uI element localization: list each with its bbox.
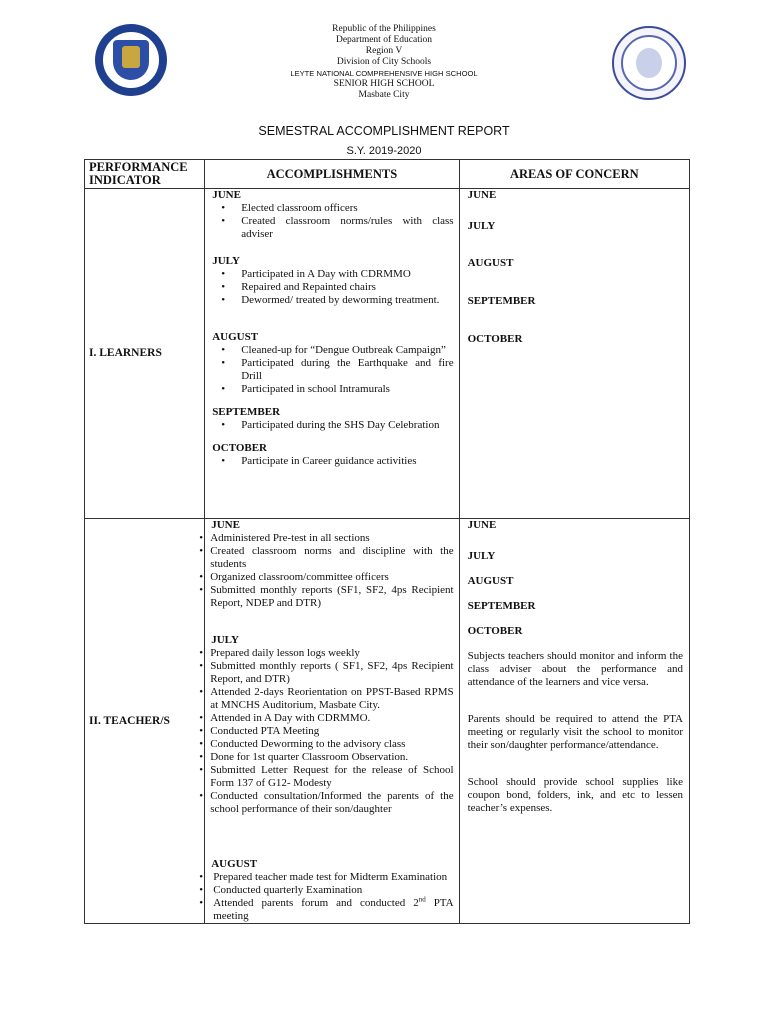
month-heading: JULY	[212, 255, 240, 267]
month-heading: JUNE	[467, 189, 497, 201]
table-header-row	[85, 160, 690, 189]
month-heading: AUGUST	[211, 858, 258, 870]
month-heading: OCTOBER	[467, 333, 523, 345]
list-item: • Prepared daily lesson logs weekly	[199, 647, 453, 660]
list-item: • Attended parents forum and conducted 2nd PTA meeting	[199, 897, 453, 923]
month-heading: SEPTEMBER	[467, 295, 536, 307]
list-item: • Repaired and Repainted chairs	[212, 281, 453, 294]
month-heading: JUNE	[212, 189, 241, 201]
header-line: Department of Education	[335, 35, 433, 45]
list-item: • Conducted PTA Meeting	[199, 725, 453, 738]
report-title: SEMESTRAL ACCOMPLISHMENT REPORT	[258, 124, 510, 138]
list-item: • Attended in A Day with CDRMMO.	[199, 712, 453, 725]
list-item: • Participated in A Day with CDRMMO	[212, 268, 453, 281]
concerns-cell	[459, 519, 689, 924]
month-heading: AUGUST	[212, 331, 259, 343]
month-heading: JULY	[467, 550, 496, 562]
month-heading: JUNE	[467, 519, 497, 531]
list-item: • Dewormed/ treated by deworming treatment.	[212, 294, 453, 307]
col-concerns: AREAS OF CONCERN	[459, 160, 689, 189]
concerns-cell	[459, 189, 689, 519]
month-heading: AUGUST	[467, 257, 514, 269]
list-item: • Conducted consultation/Informed the parents of the school performance of their son/daughter	[199, 790, 453, 816]
list-item: • Created classroom norms/rules with class adviser	[212, 215, 453, 241]
list-item: • Conducted quarterly Examination	[199, 884, 453, 897]
list-item: • Conducted Deworming to the advisory class	[199, 738, 453, 751]
list-item: • Participated during the SHS Day Celebration	[212, 419, 453, 432]
list-item: • Created classroom norms and discipline with the students	[199, 545, 453, 571]
list-item: • Organized classroom/committee officers	[199, 571, 453, 584]
accomplishments-cell	[205, 189, 459, 519]
month-heading: SEPTEMBER	[212, 406, 281, 418]
row-label: I. LEARNERS	[85, 189, 205, 519]
month-heading: OCTOBER	[467, 625, 523, 637]
month-heading: JUNE	[211, 519, 240, 531]
concern-paragraph: Parents should be required to attend the PTA meeting or regularly visit the school to monitor their son/daughter performance/attendance.	[467, 713, 683, 751]
accomplishments-cell	[205, 519, 459, 924]
list-item: • Submitted Letter Request for the release of School Form 137 of G12- Modesty	[199, 764, 453, 790]
month-heading: OCTOBER	[212, 442, 267, 454]
table-row	[85, 519, 690, 924]
list-item: • Attended 2-days Reorientation on PPST-Based RPMS at MNCHS Auditorium, Masbate City.	[199, 686, 453, 712]
header-line: SENIOR HIGH SCHOOL	[333, 79, 435, 89]
report-table	[84, 159, 690, 924]
row-label: II. TEACHER/S	[85, 519, 205, 924]
month-heading: AUGUST	[467, 575, 514, 587]
list-item: • Administered Pre-test in all sections	[199, 532, 453, 545]
list-item: • Elected classroom officers	[212, 202, 453, 215]
month-heading: JULY	[211, 634, 239, 646]
school-year: S.Y. 2019-2020	[346, 145, 422, 157]
list-item: • Participate in Career guidance activities	[212, 455, 453, 468]
list-item: • Submitted monthly reports (SF1, SF2, 4ps Recipient Report, NDEP and DTR)	[199, 584, 453, 610]
table-row	[85, 189, 690, 519]
list-item: • Submitted monthly reports ( SF1, SF2, 4ps Recipient Report, and DTR)	[199, 660, 453, 686]
header-school: LEYTE NATIONAL COMPREHENSIVE HIGH SCHOOL	[290, 69, 478, 78]
col-accomplishments: ACCOMPLISHMENTS	[205, 160, 459, 189]
month-heading: SEPTEMBER	[467, 600, 536, 612]
list-item: • Done for 1st quarter Classroom Observation.	[199, 751, 453, 764]
concern-paragraph: School should provide school supplies like coupon bond, folders, ink, and etc to lessen teacher’s expenses.	[467, 776, 683, 814]
letterhead	[0, 24, 768, 101]
header-line: Region V	[365, 46, 403, 56]
list-item: • Prepared teacher made test for Midterm Examination	[199, 871, 453, 884]
col-indicator: PERFORMANCE INDICATOR	[85, 160, 205, 189]
list-item: • Participated in school Intramurals	[212, 383, 453, 396]
header-line: Division of City Schools	[336, 57, 432, 67]
month-heading: JULY	[467, 220, 496, 232]
list-item: • Participated during the Earthquake and fire Drill	[212, 357, 453, 383]
header-line: Masbate City	[358, 90, 410, 100]
header-line: Republic of the Philippines	[332, 24, 436, 34]
list-item: • Cleaned-up for “Dengue Outbreak Campaign”	[212, 344, 453, 357]
concern-paragraph: Subjects teachers should monitor and inform the class adviser about the performance and attendance of the learners and vice versa.	[467, 650, 683, 688]
